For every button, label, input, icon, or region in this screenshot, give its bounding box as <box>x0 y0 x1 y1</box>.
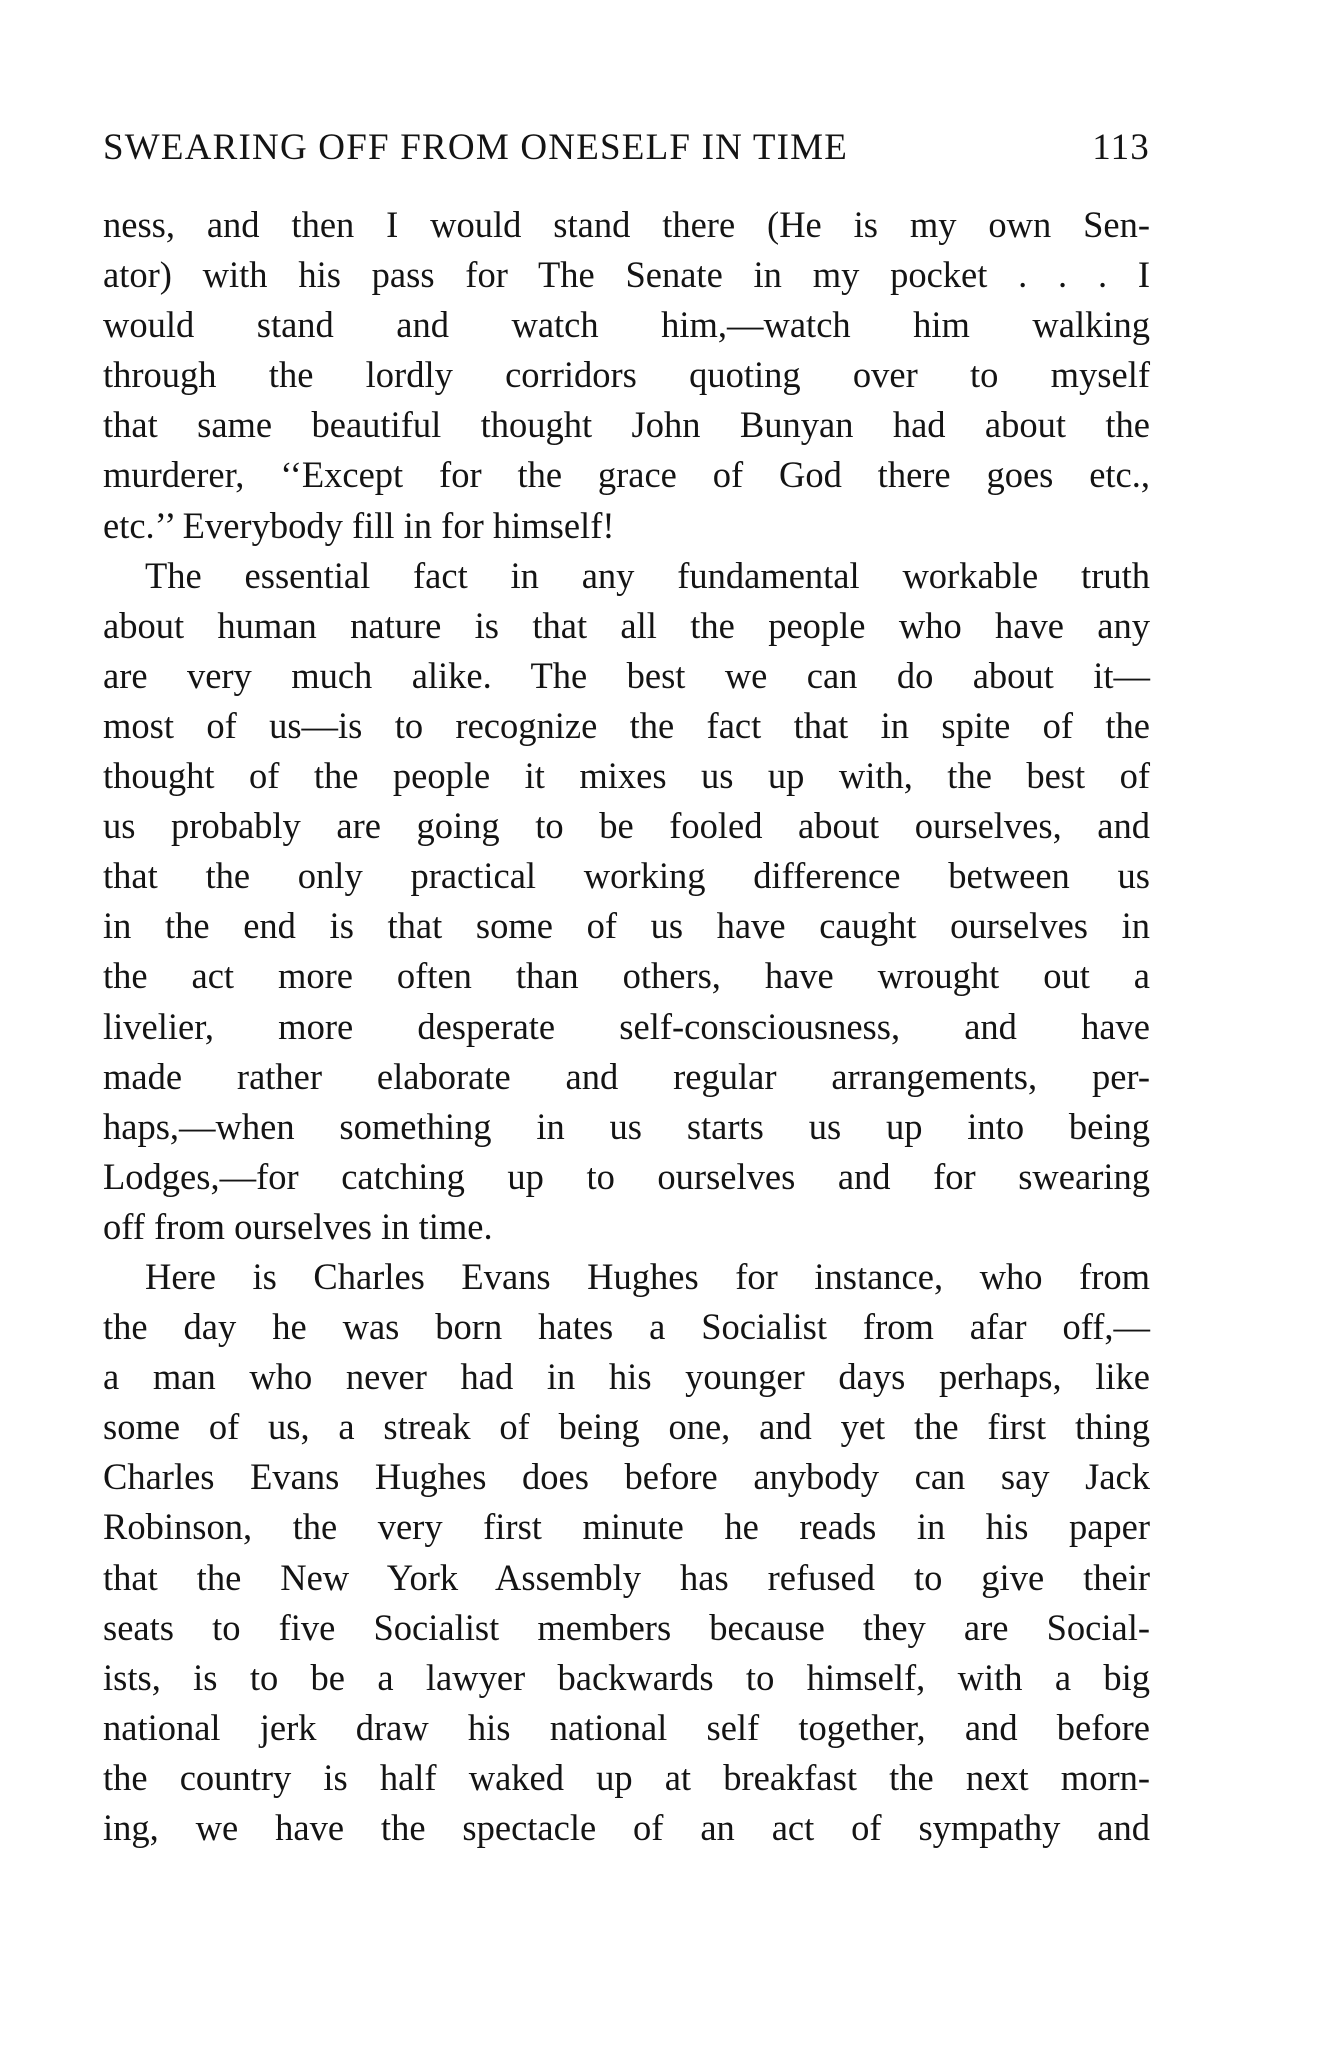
text-line: in the end is that some of us have caught ourselves in <box>103 905 1150 947</box>
text-line: most of us—is to recognize the fact that in spite of the <box>103 704 1150 746</box>
text-line: Charles Evans Hughes does before anybody can say Jack <box>103 1456 1150 1498</box>
text-line: some of us, a streak of being one, and yet the first thing <box>103 1406 1150 1448</box>
text-line: off from ourselves in time. <box>103 1205 493 1247</box>
text-line: made rather elaborate and regular arrangements, per- <box>103 1055 1150 1097</box>
text-line: national jerk draw his national self together, and before <box>103 1706 1150 1748</box>
text-line: the act more often than others, have wrought out a <box>103 955 1150 997</box>
text-line: etc.’’ Everybody fill in for himself! <box>103 504 615 546</box>
text-line: Here is Charles Evans Hughes for instance, who from <box>145 1255 1150 1297</box>
text-line: murderer, ‘‘Except for the grace of God there goes etc., <box>103 454 1150 496</box>
text-line: about human nature is that all the people who have any <box>103 604 1150 646</box>
text-line: would stand and watch him,—watch him walking <box>103 304 1150 346</box>
text-line: that the New York Assembly has refused to give their <box>103 1556 1150 1598</box>
text-line: livelier, more desperate self-consciousness, and have <box>103 1005 1150 1047</box>
text-line: ness, and then I would stand there (He is my own Sen- <box>103 204 1150 245</box>
running-head <box>103 118 1150 178</box>
text-line: The essential fact in any fundamental workable truth <box>145 554 1150 596</box>
text-line: thought of the people it mixes us up with, the best of <box>103 755 1150 797</box>
text-line: haps,—when something in us starts us up into being <box>103 1105 1150 1147</box>
text-line: ing, we have the spectacle of an act of sympathy and <box>103 1807 1150 1848</box>
page-number: 113 <box>1092 127 1150 168</box>
text-line: are very much alike. The best we can do about it— <box>103 654 1150 696</box>
text-line: ists, is to be a lawyer backwards to himself, with a big <box>103 1656 1150 1698</box>
paragraph <box>103 1252 1150 1853</box>
text-line: Robinson, the very first minute he reads in his paper <box>103 1506 1150 1548</box>
text-line: seats to five Socialist members because they are Social- <box>103 1606 1150 1648</box>
text-line: that the only practical working difference between us <box>103 855 1150 897</box>
text-line: through the lordly corridors quoting over to myself <box>103 354 1150 396</box>
paragraph <box>103 200 1150 551</box>
text-line: a man who never had in his younger days perhaps, like <box>103 1356 1150 1398</box>
text-line: ator) with his pass for The Senate in my pocket . . . I <box>103 254 1150 296</box>
body-text <box>103 200 1150 1853</box>
text-line: that same beautiful thought John Bunyan had about the <box>103 404 1150 446</box>
text-line: Lodges,—for catching up to ourselves and for swearing <box>103 1155 1150 1197</box>
paragraph <box>103 551 1150 1252</box>
text-line: the country is half waked up at breakfast the next morn- <box>103 1756 1150 1798</box>
running-title: SWEARING OFF FROM ONESELF IN TIME <box>103 127 849 168</box>
book-page <box>103 118 1150 1853</box>
text-line: the day he was born hates a Socialist from afar off,— <box>103 1306 1150 1348</box>
text-line: us probably are going to be fooled about ourselves, and <box>103 805 1150 847</box>
